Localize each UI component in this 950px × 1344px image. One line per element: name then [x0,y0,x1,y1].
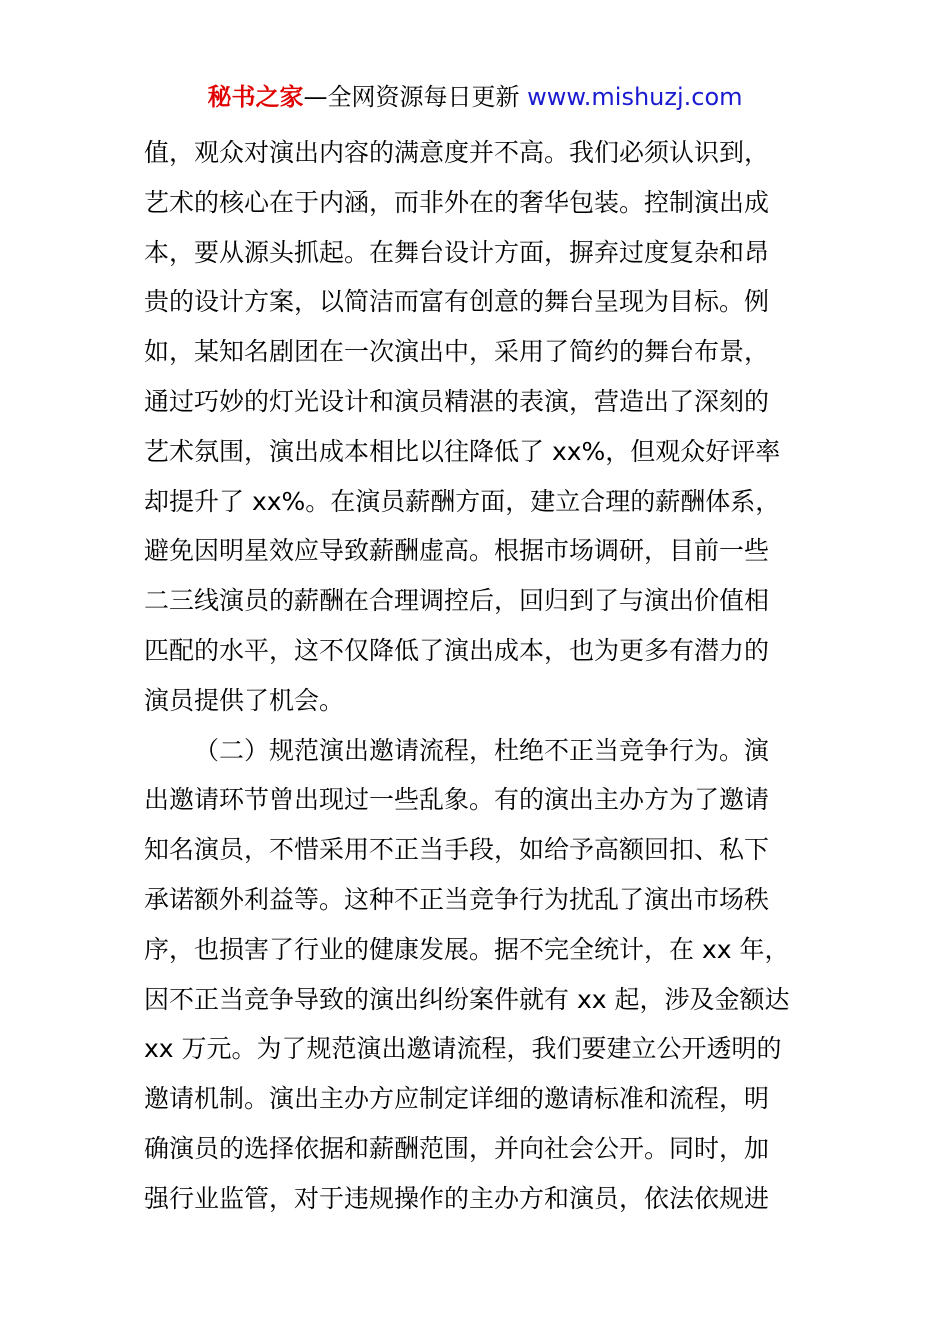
site-url-link[interactable]: www.mishuzj.com [527,83,743,111]
text-line: 出邀请环节曾出现过一些乱象。有的演出主办方为了邀请 [144,785,770,815]
text-line: 知名演员，不惜采用不正当手段，如给予高额回扣、私下 [144,835,770,865]
text-line: 通过巧妙的灯光设计和演员精湛的表演，营造出了深刻的 [144,386,770,416]
text-line: 艺术的核心在于内涵，而非外在的奢华包装。控制演出成 [144,187,770,217]
site-brand: 秘书之家 [207,83,304,111]
text-line: 艺术氛围，演出成本相比以往降低了 xx%，但观众好评率 [144,436,781,466]
text-line: 避免因明星效应导致薪酬虚高。根据市场调研，目前一些 [144,536,770,566]
text-line: 值，观众对演出内容的满意度并不高。我们必须认识到， [144,138,770,167]
text-line: 序，也损害了行业的健康发展。据不完全统计，在 xx 年， [144,934,790,964]
section-heading-line: （二）规范演出邀请流程，杜绝不正当竞争行为。演 [194,735,770,765]
text-line: 确演员的选择依据和薪酬范围，并向社会公开。同时，加 [144,1133,770,1163]
document-body [144,128,824,1224]
text-line: 二三线演员的薪酬在合理调控后，回归到了与演出价值相 [144,586,770,616]
page-header [0,80,950,114]
text-line: 本，要从源头抓起。在舞台设计方面，摒弃过度复杂和昂 [144,237,770,267]
text-line: 匹配的水平，这不仅降低了演出成本，也为更多有潜力的 [144,635,770,665]
text-line: 因不正当竞争导致的演出纠纷案件就有 xx 起，涉及金额达 [144,984,790,1014]
text-line: 邀请机制。演出主办方应制定详细的邀请标准和流程，明 [144,1084,770,1114]
text-line: 如，某知名剧团在一次演出中，采用了简约的舞台布景， [144,337,770,367]
text-line: 却提升了 xx%。在演员薪酬方面，建立合理的薪酬体系， [144,486,781,516]
text-line: 强行业监管，对于违规操作的主办方和演员，依法依规进 [144,1183,770,1213]
text-line: xx 万元。为了规范演出邀请流程，我们要建立公开透明的 [144,1034,782,1064]
text-line: 贵的设计方案，以简洁而富有创意的舞台呈现为目标。例 [144,287,770,317]
site-tagline: —全网资源每日更新 [303,83,528,111]
text-line: 演员提供了机会。 [144,685,345,715]
text-line: 承诺额外利益等。这种不正当竞争行为扰乱了演出市场秩 [144,884,770,914]
